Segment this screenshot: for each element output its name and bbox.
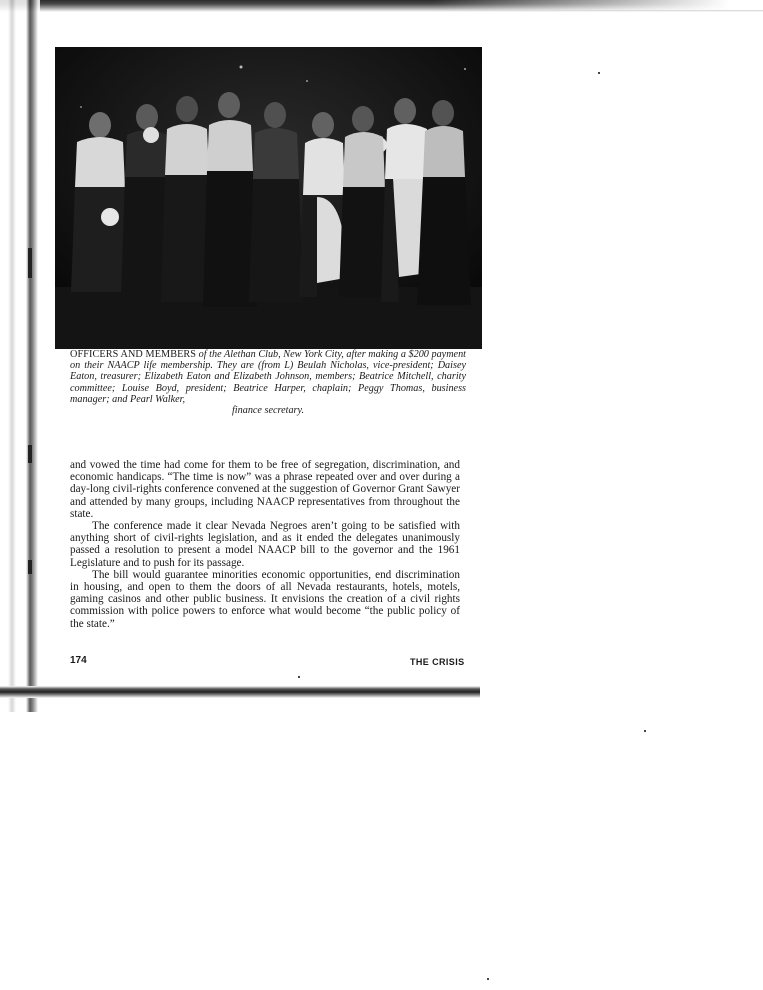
scan-speck [298,676,300,678]
scan-speck [644,730,646,732]
figure-4 [203,92,257,307]
scan-mark [28,560,32,574]
page-number: 174 [70,655,87,666]
caption-text: of the Alethan Club, New York City, after making a $200 payment on their NAACP life membership. They are (from L) Beulah Nicholas, vice-president; Daisey Eaton, treasurer; Elizabeth Eaton and Elizabeth Johnson, members; Beatrice Mitchell, charity committee; Louise Boyd, president; Beatrice Harper, chaplain; Peggy Thomas, business manager; and Pearl Walker, [70,349,467,405]
scan-speck [487,978,489,980]
paragraph: and vowed the time had come for them to be free of segregation, discrimination, and economic handicaps. “The time is now” was a phrase repeated over and over during a day-long civil-rights conference convened at the suggestion of Governor Grant Sawyer and attended by many groups, including NAACP representatives from throughout the state. [70,459,460,520]
scan-edge-bottom [0,686,480,698]
caption-lead: OFFICERS AND MEMBERS [70,349,197,360]
group-photo [55,47,482,349]
photo-caption [70,349,466,416]
scan-edge-top-fade [433,0,763,10]
group-photo-drawing [55,47,482,349]
paragraph: The bill would guarantee minorities economic opportunities, end discrimination in housing, and open to them the doors of all Nevada restaurants, hotels, motels, gaming casinos and other public business. It envisions the creation of a civil rights commission with police powers to enforce what would become “the public policy of the state.” [70,568,460,630]
scan-mark [28,248,32,278]
article-body [70,459,460,630]
scan-speck [598,72,600,74]
caption-last-line: finance secretary. [231,405,305,417]
paragraph: The conference made it clear Nevada Negroes aren’t going to be satisfied with anything short of civil-rights legislation, and as it ended the delegates unanimously passed a resolution to present a model NAACP bill to the governor and the 1961 Legislature and to push for its passage. [70,520,460,569]
scan-mark [28,445,32,463]
scan-edge-left [0,0,40,712]
publication-title: THE CRISIS [410,657,465,667]
